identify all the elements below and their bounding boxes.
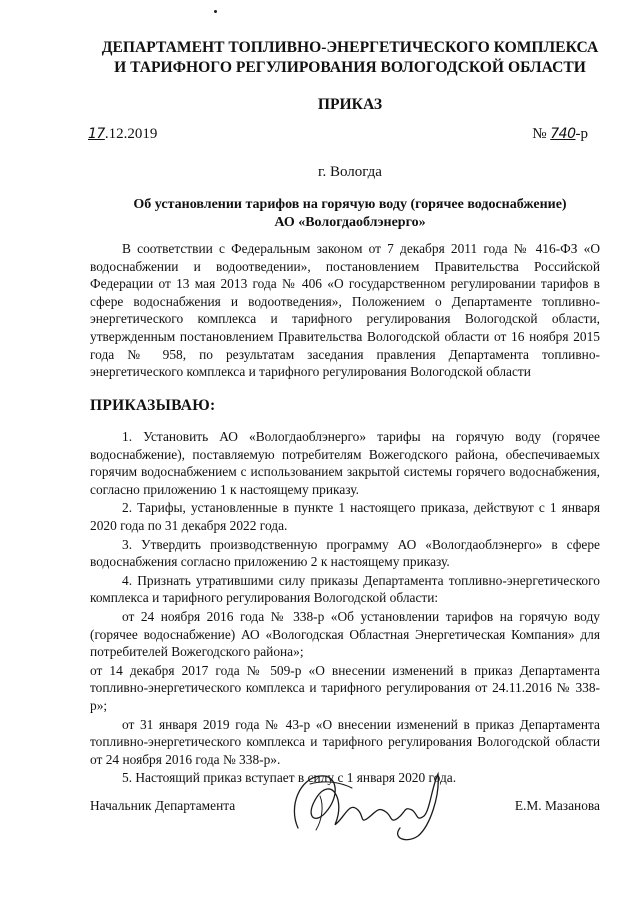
- number-suffix: -р: [575, 126, 588, 142]
- order-item-5: 5. Настоящий приказ вступает в силу с 1 января 2020 года.: [122, 770, 457, 786]
- order-date: [88, 126, 157, 143]
- order-item-3: 3. Утвердить производственную программу АО «Вологдаоблэнерго» в сфере водоснабжения согласно приложению 2 к настоящему приказу.: [90, 536, 600, 570]
- department-header-line2: И ТАРИФНОГО РЕГУЛИРОВАНИЯ ВОЛОГОДСКОЙ ОБЛАСТИ: [114, 59, 586, 76]
- date-rest: .12.2019: [104, 126, 158, 142]
- department-header-line1: ДЕПАРТАМЕНТ ТОПЛИВНО-ЭНЕРГЕТИЧЕСКОГО КОМПЛЕКСА: [101, 39, 599, 56]
- order-item-4-sub-2: от 14 декабря 2017 года № 509-р «О внесении изменений в приказ Департамента топливно-энергетического комплекса и тарифного регулирования от 24.11.2016 № 338-р»;: [90, 662, 600, 713]
- signatory-position: Начальник Департамента: [90, 798, 236, 813]
- preamble: [90, 240, 600, 381]
- order-item-1: 1. Установить АО «Вологдаоблэнерго» тарифы на горячую воду (горячее водоснабжение), поставляемую потребителям Вожегодского района, обеспечиваемых горячим водоснабжением с использованием закрытой системы горячего водоснабжения, согласно приложению 1 к настоящему приказу.: [90, 429, 600, 497]
- order-item-4-sub-1: от 24 ноября 2016 года № 338-р «Об установлении тарифов на горячую воду (горячее водоснабжение) АО «Вологодская Областная Энергетическая Компания» для потребителей Вожегодского района»;: [90, 608, 600, 660]
- handwritten-signature: [280, 766, 460, 846]
- decree-word: ПРИКАЗЫВАЮ:: [90, 397, 216, 414]
- subject-line1: Об установлении тарифов на горячую воду (горячее водоснабжение): [133, 197, 567, 212]
- order-item-4: 4. Признать утратившими силу приказы Департамента топливно-энергетического комплекса и тарифного регулирования Вологодской области:: [90, 572, 600, 606]
- order-items: [90, 428, 600, 788]
- order-title: ПРИКАЗ: [317, 96, 383, 113]
- signatory-name: Е.М. Мазанова: [514, 798, 600, 813]
- scan-speck: [214, 10, 217, 13]
- preamble-paragraph: В соответствии с Федеральным законом от 7 декабря 2011 года № 416-ФЗ «О водоснабжении и водоотведении», постановлением Правительства Российской Федерации от 13 мая 2013 года № 406 «О государственном регулировании тарифов в сфере водоснабжения и водоотведения», Положением о Департаменте топливно-энергетического комплекса и тарифного регулирования Вологодской области, утвержденным постановлением Правительства Вологодской области от 16 ноября 2015 года № 958, по результатам заседания правления Департамента топливно-энергетического комплекса и тарифного регулирования Вологодской области: [90, 241, 600, 380]
- order-item-4-sub-3: от 31 января 2019 года № 43-р «О внесении изменений в приказ Департамента топливно-энергетического комплекса и тарифного регулирования Вологодской области от 24 ноября 2016 года № 338-р».: [90, 716, 600, 767]
- subject-line2: АО «Вологдаоблэнерго»: [274, 215, 426, 230]
- number-prefix: №: [532, 126, 551, 142]
- order-item-2: 2. Тарифы, установленные в пункте 1 настоящего приказа, действуют с 1 января 2020 года по 31 декабря 2022 года.: [90, 500, 600, 533]
- handwritten-day: 17: [88, 126, 105, 142]
- order-number: [532, 126, 588, 143]
- city: г. Вологда: [318, 164, 382, 180]
- handwritten-number: 740: [550, 126, 576, 142]
- order-subject: [80, 196, 620, 232]
